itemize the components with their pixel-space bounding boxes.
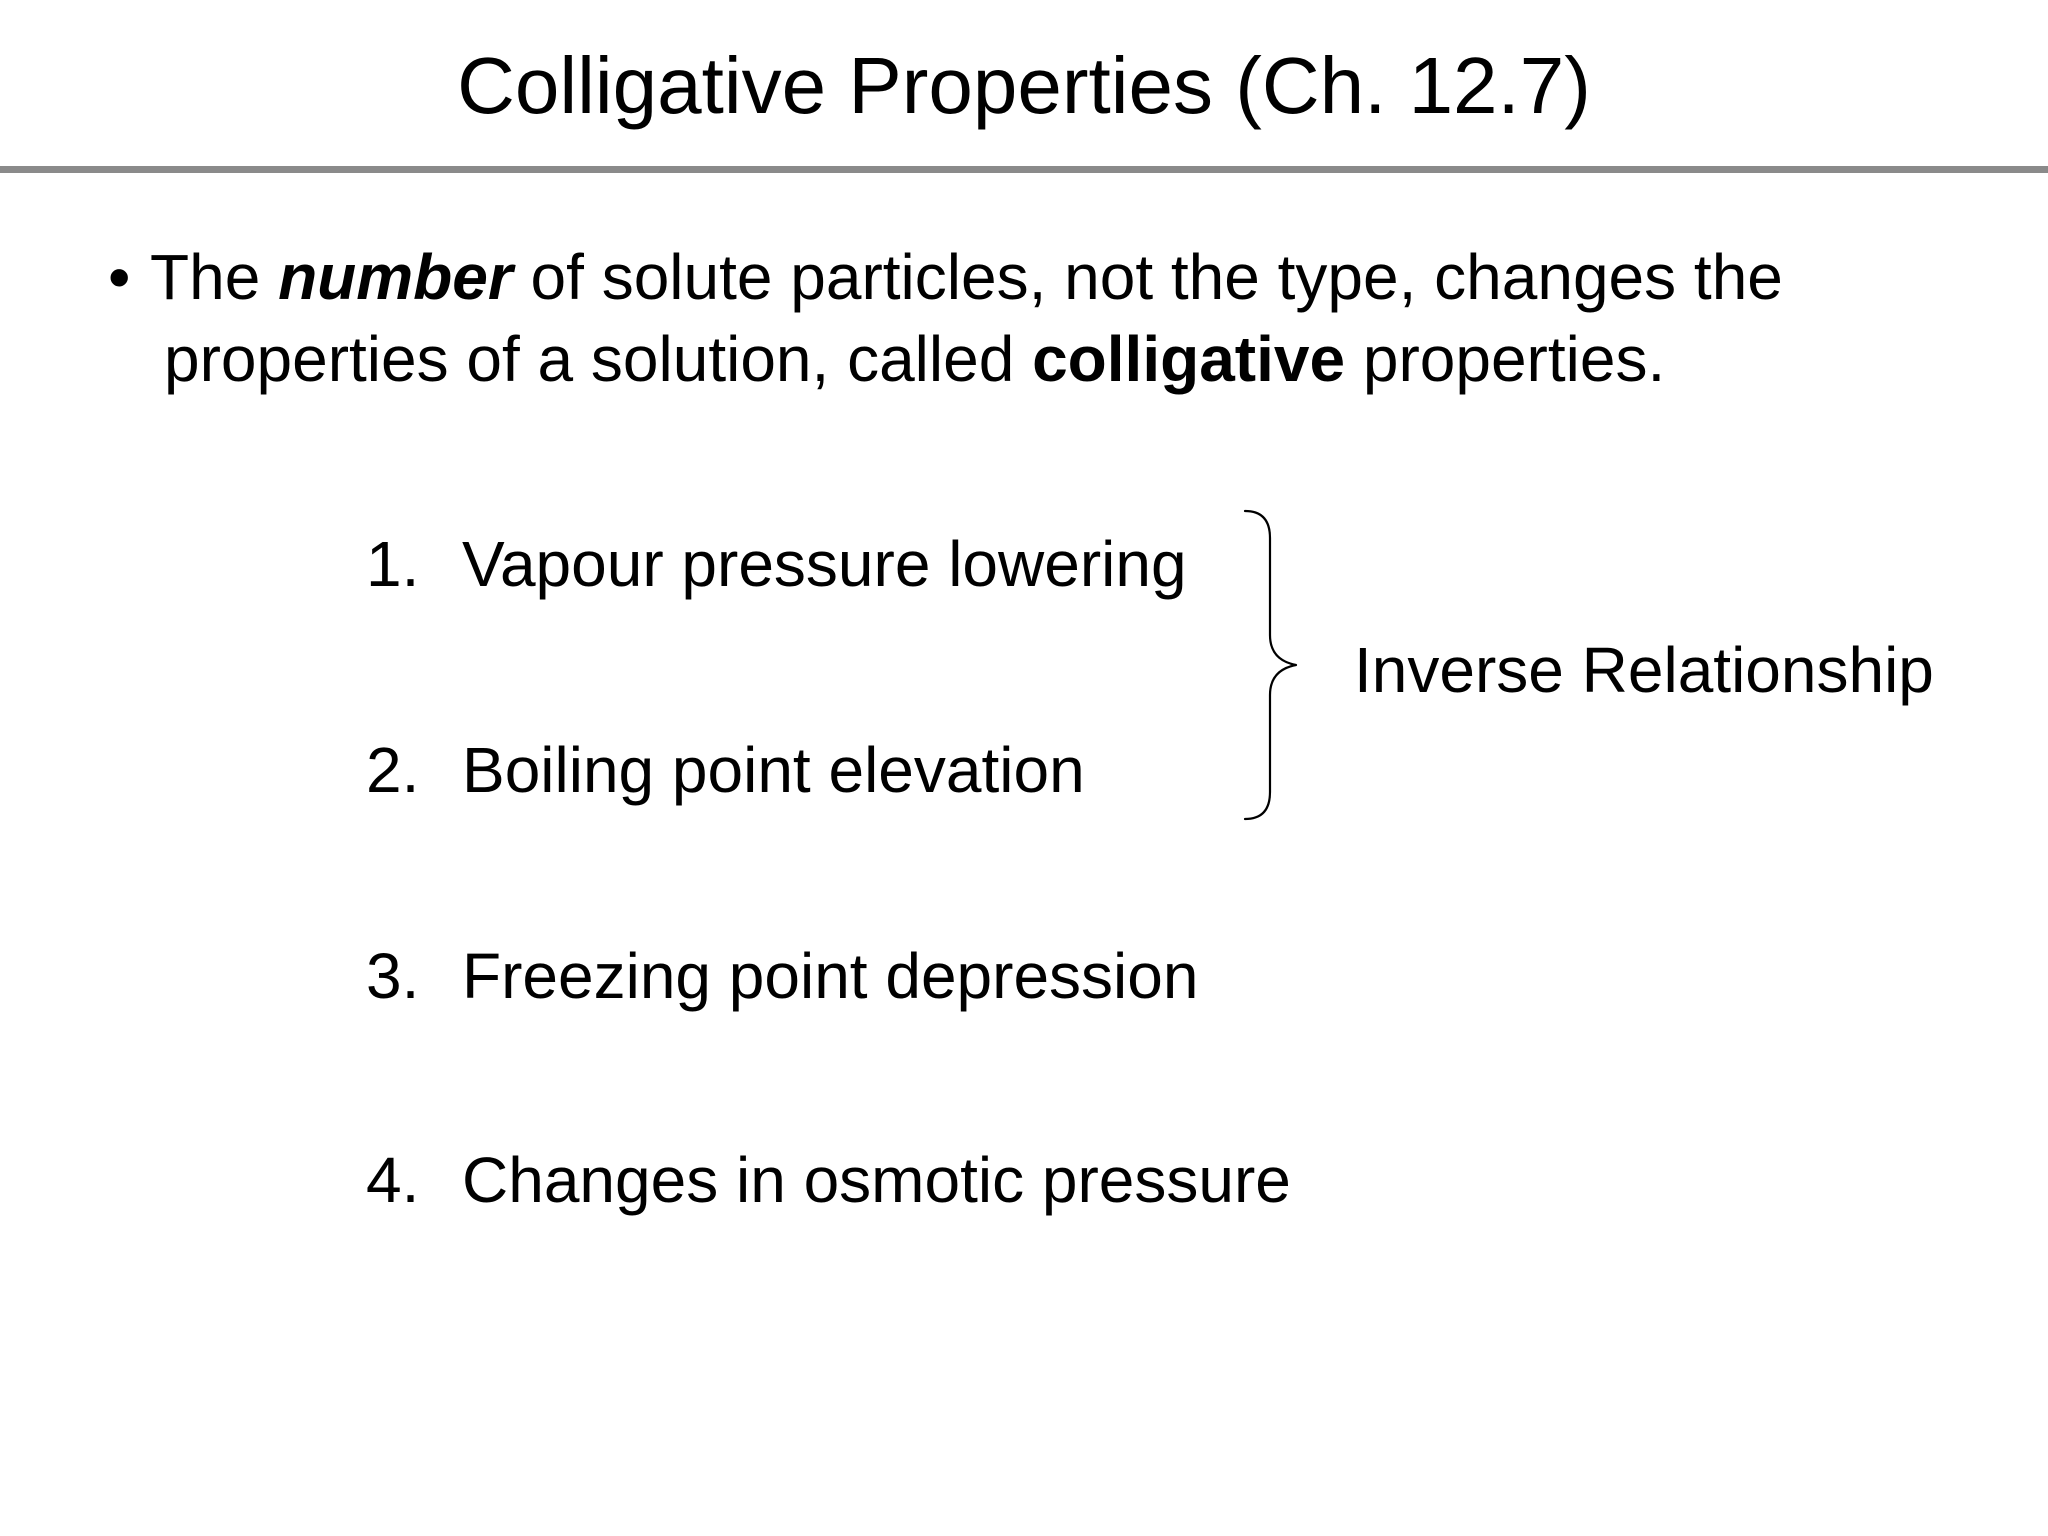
bullet-dot: • xyxy=(108,241,131,313)
bullet-emphasis-number: number xyxy=(278,241,513,313)
list-text: Changes in osmotic pressure xyxy=(462,1144,1291,1216)
list-text: Freezing point depression xyxy=(462,940,1199,1012)
list-number: 1. xyxy=(366,528,420,600)
list-item-3 xyxy=(366,938,1198,1014)
list-number: 3. xyxy=(366,940,420,1012)
right-curly-brace-icon xyxy=(1240,508,1300,822)
title-divider xyxy=(0,166,2048,173)
list-number: 4. xyxy=(366,1144,420,1216)
bullet-strong-colligative: colligative xyxy=(1032,323,1346,395)
list-item-4 xyxy=(366,1142,1291,1218)
bullet-text-part4: properties. xyxy=(1345,323,1666,395)
slide-title: Colligative Properties (Ch. 12.7) xyxy=(457,41,1591,130)
list-item-1 xyxy=(366,526,1187,602)
list-number: 2. xyxy=(366,734,420,806)
bullet-text-part3: properties of a solution, called xyxy=(164,323,1033,395)
list-item-2 xyxy=(366,732,1085,808)
bullet-line-1 xyxy=(108,236,1988,318)
list-text: Boiling point elevation xyxy=(462,734,1085,806)
list-text: Vapour pressure lowering xyxy=(462,528,1187,600)
bullet-text-part1: The xyxy=(150,241,279,313)
bullet-line-2 xyxy=(108,318,1988,400)
inverse-relationship-label: Inverse Relationship xyxy=(1354,634,1934,706)
bullet-text-part2: of solute particles, not the type, changes the xyxy=(512,241,1783,313)
bullet-paragraph xyxy=(108,236,1988,400)
